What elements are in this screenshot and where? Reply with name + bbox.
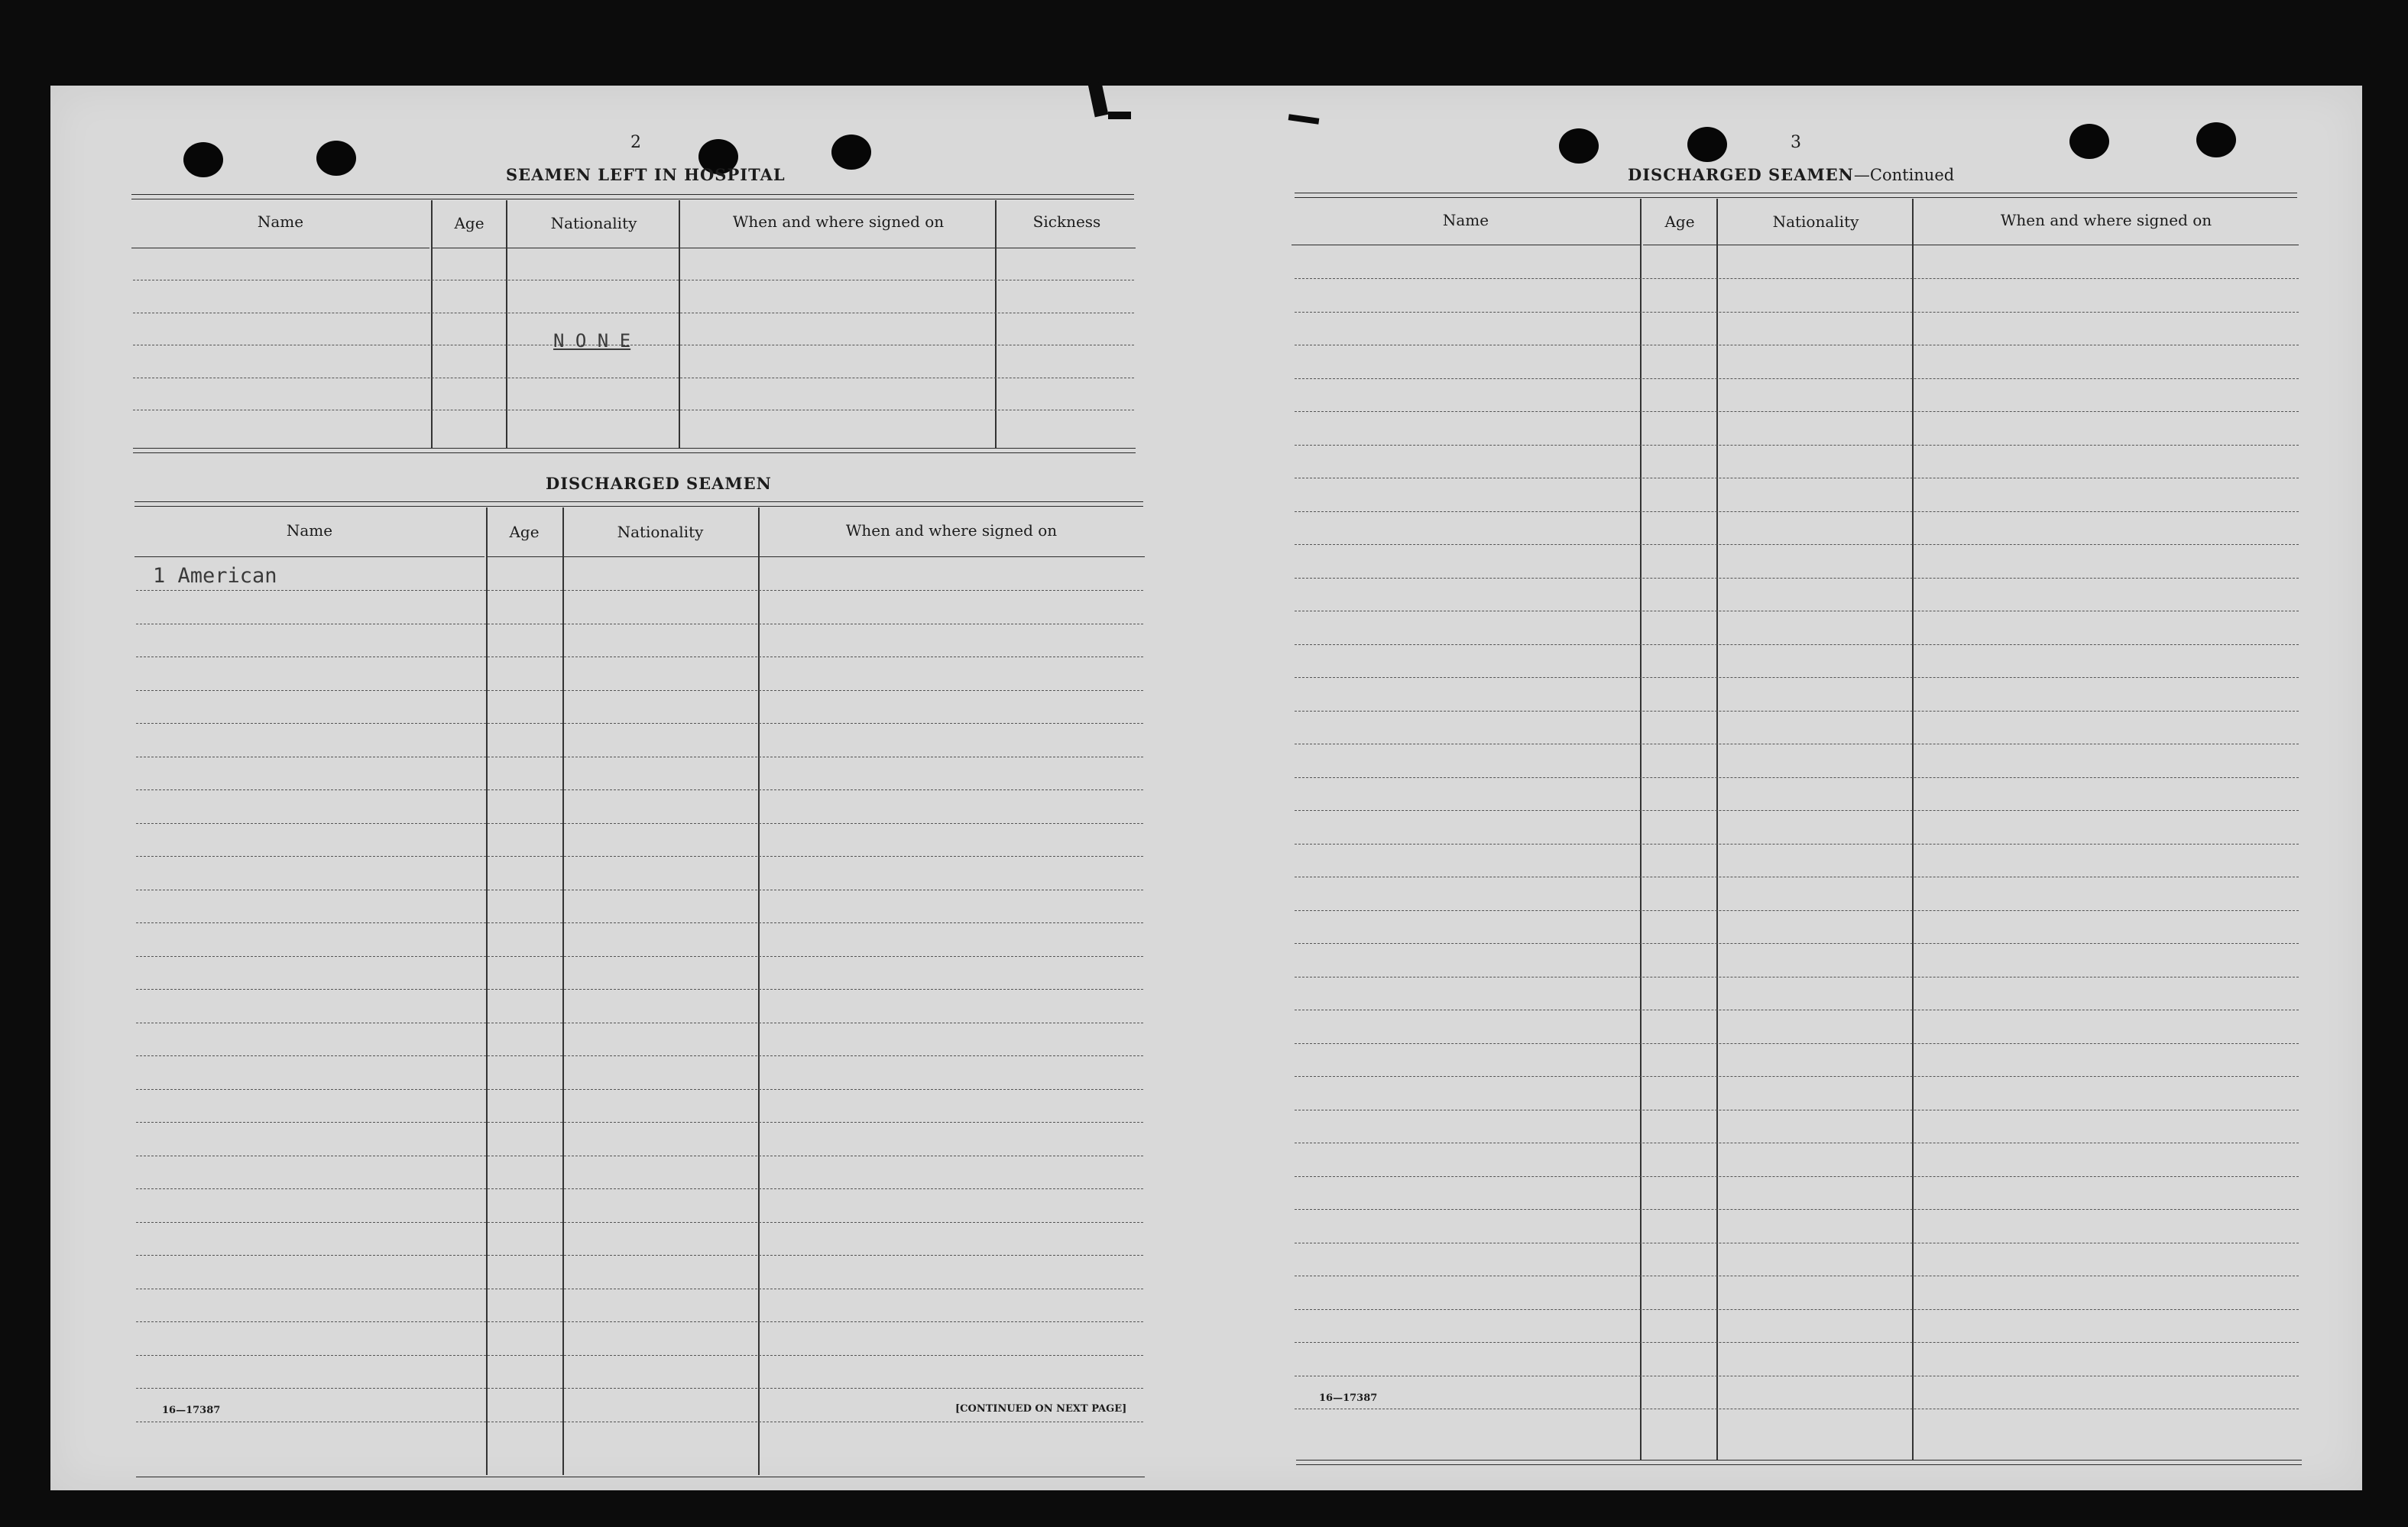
row-rule: [1295, 312, 2299, 313]
row-rule: [136, 1089, 1143, 1090]
row-rule: [136, 723, 1143, 724]
column-divider: [506, 200, 507, 448]
row-rule: [136, 989, 1143, 990]
table-top-rule: [1295, 197, 2297, 198]
column-header-age: Age: [1664, 212, 1695, 231]
row-rule: [136, 956, 1143, 957]
punch-hole: [831, 135, 871, 170]
paper-tear: [1088, 82, 1109, 118]
row-rule: [1295, 777, 2299, 778]
row-rule: [1295, 544, 2299, 545]
row-rule: [136, 1188, 1143, 1189]
row-rule: [136, 1321, 1143, 1322]
title-suffix: —Continued: [1853, 166, 1955, 184]
page-number-left: 2: [630, 133, 641, 152]
table-top-rule: [134, 501, 1143, 502]
column-header-name: Name: [257, 212, 304, 231]
none-entry: N O N E: [553, 330, 631, 352]
row-rule: [136, 823, 1143, 824]
column-header-name: Name: [1442, 211, 1489, 229]
column-header-age: Age: [509, 523, 540, 541]
row-rule: [1295, 810, 2299, 811]
row-rule: [1295, 445, 2299, 446]
row-rule: [136, 856, 1143, 857]
column-divider: [995, 200, 997, 448]
row-rule: [1295, 910, 2299, 911]
row-rule: [1295, 844, 2299, 845]
row-rule: [1295, 1043, 2299, 1044]
row-rule: [1295, 711, 2299, 712]
row-rule: [1295, 278, 2299, 279]
punch-hole: [1687, 127, 1727, 162]
row-rule: [1295, 644, 2299, 645]
row-rule: [136, 1222, 1143, 1223]
form-number-right: 16—17387: [1319, 1392, 1378, 1404]
row-rule: [136, 922, 1143, 923]
column-divider: [486, 507, 488, 1475]
row-rule: [1295, 1209, 2299, 1210]
row-rule: [136, 690, 1143, 691]
punch-hole: [2196, 122, 2236, 157]
header-bottom-rule: [134, 556, 485, 557]
row-rule: [136, 1355, 1143, 1356]
column-header-nationality: Nationality: [617, 523, 704, 541]
paper-tear: [1108, 112, 1131, 119]
table-bottom-rule: [133, 448, 1136, 449]
column-header-signed-on: When and where signed on: [732, 212, 945, 231]
header-bottom-rule: [488, 556, 1145, 557]
column-header-age: Age: [454, 214, 485, 232]
punch-hole: [316, 141, 356, 176]
column-header-sickness: Sickness: [1032, 212, 1101, 231]
column-header-name: Name: [286, 521, 333, 540]
continued-note: [CONTINUED ON NEXT PAGE]: [955, 1403, 1127, 1415]
row-rule: [136, 1055, 1143, 1056]
document-sheet: [50, 86, 2362, 1490]
row-rule: [1295, 378, 2299, 379]
column-divider: [1640, 199, 1642, 1460]
row-rule: [1295, 677, 2299, 678]
column-header-signed-on: When and where signed on: [845, 521, 1058, 540]
punch-hole: [183, 142, 223, 177]
row-rule: [136, 1122, 1143, 1123]
title-main: DISCHARGED SEAMEN: [1628, 165, 1854, 184]
table-bottom-rule: [1296, 1460, 2302, 1461]
row-rule: [1295, 578, 2299, 579]
column-divider: [1716, 199, 1718, 1460]
row-rule: [1295, 1342, 2299, 1343]
punch-hole: [2069, 124, 2109, 159]
column-divider: [679, 200, 680, 448]
column-header-nationality: Nationality: [1772, 212, 1859, 231]
discharged-continued-title: [1628, 165, 1954, 184]
american-entry: 1 American: [153, 564, 277, 588]
column-header-signed-on: When and where signed on: [2000, 211, 2212, 229]
table-bottom-rule: [1296, 1464, 2302, 1465]
row-rule: [1295, 411, 2299, 412]
column-divider: [1912, 199, 1914, 1460]
row-rule: [136, 590, 1143, 591]
form-number-left: 16—17387: [162, 1405, 221, 1416]
row-rule: [1295, 1309, 2299, 1310]
table-top-rule: [134, 506, 1143, 507]
discharged-section-title: DISCHARGED SEAMEN: [546, 474, 772, 493]
row-rule: [1295, 943, 2299, 944]
column-divider: [431, 200, 433, 448]
row-rule: [1295, 1176, 2299, 1177]
row-rule: [1295, 1076, 2299, 1077]
table-top-rule: [131, 194, 1134, 195]
punch-hole: [1559, 128, 1599, 164]
paper-tear: [1288, 114, 1320, 124]
row-rule: [136, 1255, 1143, 1256]
row-rule: [1295, 511, 2299, 512]
table-bottom-rule: [133, 452, 1136, 453]
column-divider: [758, 507, 760, 1475]
row-rule: [136, 789, 1143, 790]
column-divider: [562, 507, 564, 1475]
hospital-section-title: SEAMEN LEFT IN HOSPITAL: [506, 165, 786, 184]
row-rule: [136, 1388, 1143, 1389]
column-header-nationality: Nationality: [550, 214, 637, 232]
page-number-right: 3: [1791, 133, 1801, 152]
